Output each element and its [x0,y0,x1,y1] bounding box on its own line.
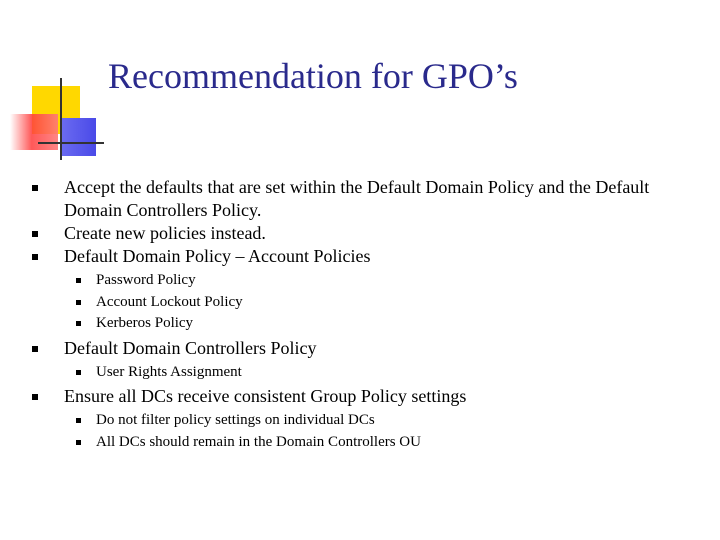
bullet-text: Ensure all DCs receive consistent Group Policy settings [64,386,467,406]
square-bullet-icon [32,254,38,260]
bullet-list [28,176,698,453]
bullet-item [28,245,698,268]
sub-bullet-item [28,292,698,314]
logo-vertical-line [60,78,62,160]
sub-bullet-text: Do not filter policy settings on individual DCs [96,412,375,428]
bullet-item [28,176,698,222]
square-bullet-icon [76,418,81,423]
sub-bullet-item [28,362,698,384]
sub-bullet-text: All DCs should remain in the Domain Controllers OU [96,433,421,450]
logo-blue-square [62,118,96,156]
sub-bullet-text: Kerberos Policy [96,315,194,331]
square-bullet-icon [76,321,81,326]
sub-bullet-text: Account Lockout Policy [96,293,243,310]
square-bullet-icon [76,370,81,375]
sub-bullet-item [28,410,698,432]
slide-title: Recommendation for GPO’s [108,56,518,96]
square-bullet-icon [32,394,38,400]
square-bullet-icon [76,440,81,445]
square-bullet-icon [32,346,38,352]
bullet-item [28,337,698,360]
sub-bullet-item [28,270,698,292]
bullet-item [28,222,698,245]
sub-bullet-item [28,432,698,454]
sub-bullet-item [28,313,698,335]
logo-horizontal-line [38,142,104,144]
bullet-text: Create new policies instead. [64,223,266,243]
square-bullet-icon [76,278,81,283]
square-bullet-icon [32,185,38,191]
bullet-item [28,385,698,408]
square-bullet-icon [32,231,38,237]
bullet-text: Default Domain Policy – Account Policies [64,246,371,266]
sub-bullet-text: Password Policy [96,272,196,288]
square-bullet-icon [76,300,81,305]
bullet-text: Default Domain Controllers Policy [64,337,317,358]
sub-bullet-text: User Rights Assignment [96,363,242,380]
logo-red-square [10,114,58,150]
bullet-text: Accept the defaults that are set within the Default Domain Policy and the Default Domain Controllers Policy. [64,177,650,220]
